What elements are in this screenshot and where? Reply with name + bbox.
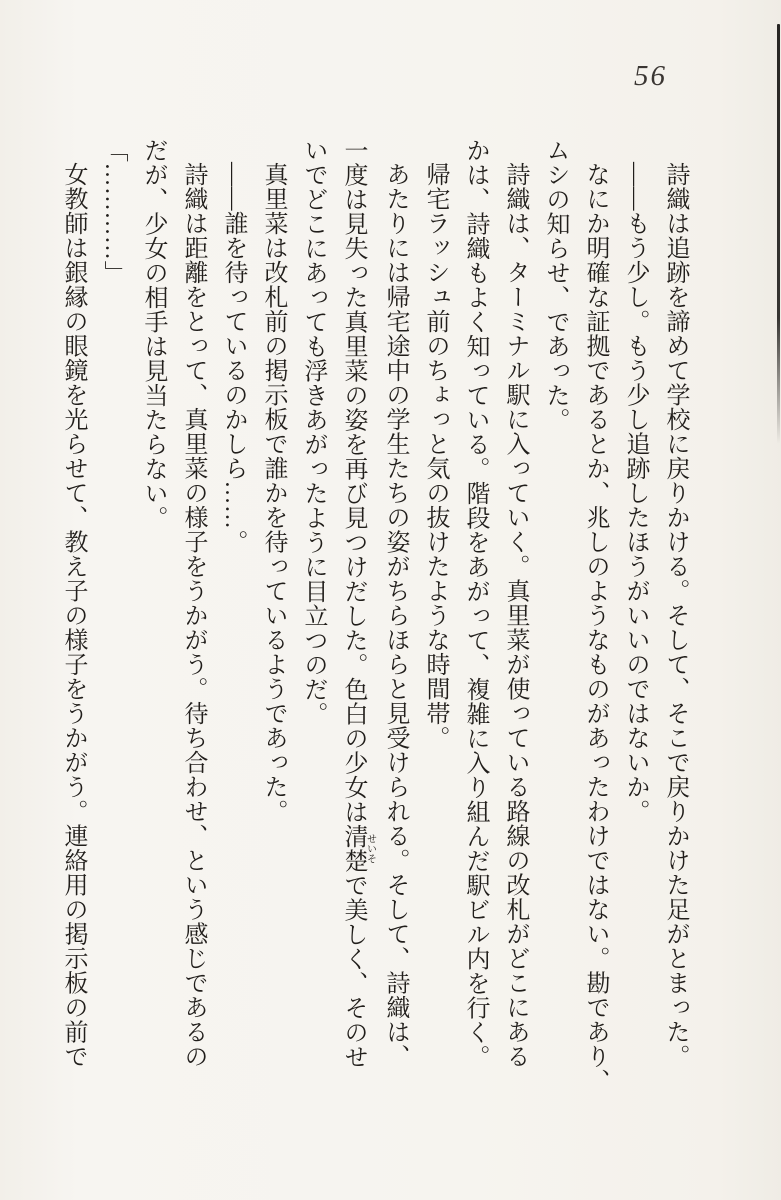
text-line: だが、少女の相手は見当たらない。	[140, 138, 166, 530]
scan-edge-line	[777, 24, 780, 444]
text-line: 帰宅ラッシュ前のちょっと気の抜けたような時間帯。	[422, 162, 448, 750]
text-line: 一度は見失った真里菜の姿を再び見つけだした。色白の少女は清楚せいそで美しく、そのせ	[340, 138, 376, 1069]
text-line: 詩織は距離をとって、真里菜の様子をうかがう。待ち合わせ、という感じであるの	[180, 162, 206, 1069]
text-line: あたりには帰宅途中の学生たちの姿がちらほらと見受けられる。そして、詩織は、	[382, 162, 408, 1069]
text-line: かは、詩織もよく知っている。階段をあがって、複雑に入り組んだ駅ビル内を行く。	[462, 138, 488, 1069]
text-line: いでどこにあっても浮きあがったように目立つのだ。	[300, 138, 326, 726]
text-line: ムシの知らせ、であった。	[542, 138, 568, 432]
page-number: 56	[634, 60, 667, 92]
text-line: 女教師は銀縁の眼鏡を光らせて、教え子の様子をうかがう。連絡用の掲示板の前で	[60, 162, 86, 1069]
text-line: 「…………」	[100, 138, 126, 285]
text-line: 詩織は、ターミナル駅に入っていく。真里菜が使っている路線の改札がどこにある	[502, 162, 528, 1069]
ruby-annotated-word: 清楚せいそ	[340, 824, 376, 873]
text-line: 詩織は追跡を諦めて学校に戻りかける。そして、そこで戻りかけた足がとまった。	[662, 162, 688, 1069]
text-line: 真里菜は改札前の掲示板で誰かを待っているようであった。	[260, 162, 286, 824]
text-line: ――もう少し。もう少し追跡したほうがいいのではないか。	[622, 162, 648, 824]
text-columns	[53, 138, 695, 1093]
text-line: ――誰を待っているのかしら……。	[220, 162, 246, 554]
text-line: なにか明確な証拠であるとか、兆しのようなものがあったわけではない。勘であり、	[582, 162, 608, 1093]
